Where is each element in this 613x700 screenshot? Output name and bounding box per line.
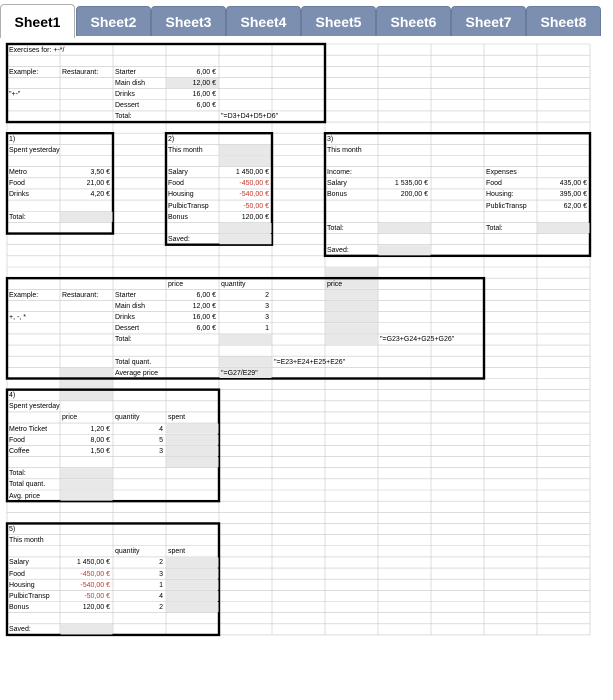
tab-sheet6[interactable]: Sheet6 bbox=[376, 6, 451, 36]
cell-exercise-subtitle[interactable]: This month bbox=[9, 537, 44, 545]
cell-item-price[interactable]: 6,00 € bbox=[196, 102, 216, 110]
cell-budget-value[interactable]: 1 450,00 € bbox=[235, 169, 269, 177]
cell-item-price[interactable]: 6,00 € bbox=[196, 291, 216, 299]
cell-budget-label[interactable]: Housing bbox=[9, 581, 35, 589]
cell-expense-label[interactable]: Food bbox=[9, 436, 25, 444]
cell-column-header[interactable]: price bbox=[327, 280, 343, 288]
cell-budget-value[interactable]: 120,00 € bbox=[241, 213, 269, 221]
tab-sheet1[interactable]: Sheet1 bbox=[0, 4, 75, 38]
cell-item-name[interactable]: Total: bbox=[115, 113, 132, 121]
cell-expense-value[interactable]: 3,50 € bbox=[90, 169, 110, 177]
cell-budget-value[interactable]: -450,00 € bbox=[239, 180, 269, 188]
cell-formula[interactable]: "=D3+D4+D5+D6" bbox=[221, 113, 279, 121]
cell-formula[interactable]: "=G27/E29" bbox=[221, 369, 258, 377]
cell-income-label[interactable]: Income: bbox=[327, 169, 352, 177]
cell-budget-value[interactable]: -50,00 € bbox=[243, 202, 269, 210]
cell-saved-label[interactable]: Saved: bbox=[327, 247, 349, 255]
cell-expense-value[interactable]: 435,00 € bbox=[559, 180, 587, 188]
cell-budget-label[interactable]: Bonus bbox=[9, 604, 29, 611]
cell-item-price[interactable]: 16,00 € bbox=[192, 314, 216, 322]
cell-expense-label[interactable]: Food bbox=[9, 180, 25, 188]
cell-expense-label[interactable]: Metro Ticket bbox=[9, 425, 48, 433]
cell-column-header[interactable]: spent bbox=[168, 414, 186, 422]
cell-item-quantity[interactable]: 3 bbox=[265, 302, 269, 310]
cell-budget-label[interactable]: PulbicTransp bbox=[168, 202, 209, 210]
cell-operators[interactable]: "+-" bbox=[9, 91, 21, 99]
cell-item-name[interactable]: Dessert bbox=[115, 325, 140, 333]
cell-item-name[interactable]: Main dish bbox=[115, 79, 145, 87]
cell-item-quantity[interactable]: 3 bbox=[265, 314, 269, 322]
cell-exercise-subtitle[interactable]: Spent yesterday bbox=[9, 146, 60, 154]
cell-item-quantity[interactable]: 2 bbox=[265, 291, 269, 299]
cell-expense-price[interactable]: 8,00 € bbox=[90, 436, 110, 444]
cell-income-value[interactable]: 1 535,00 € bbox=[394, 180, 428, 188]
cell-item-price[interactable]: 12,00 € bbox=[192, 79, 216, 87]
cell-income-label[interactable]: Bonus bbox=[327, 191, 347, 199]
tab-sheet8[interactable]: Sheet8 bbox=[526, 6, 601, 36]
cell-saved-label[interactable]: Saved: bbox=[9, 626, 31, 634]
cell-example-label[interactable]: Example: bbox=[9, 68, 39, 76]
tab-sheet3[interactable]: Sheet3 bbox=[151, 6, 226, 36]
cell-item-name[interactable]: Main dish bbox=[115, 302, 145, 310]
cell-budget-label[interactable]: Salary bbox=[9, 559, 29, 567]
cell-budget-value[interactable]: -50,00 € bbox=[84, 592, 110, 600]
cell-expense-label[interactable]: PublicTransp bbox=[486, 202, 527, 210]
cell-budget-label[interactable]: Housing bbox=[168, 191, 194, 199]
cell-budget-value[interactable]: -450,00 € bbox=[80, 570, 110, 578]
cell-expense-label[interactable]: Food bbox=[486, 180, 502, 188]
tab-sheet2[interactable]: Sheet2 bbox=[76, 6, 151, 36]
cell-item-name[interactable]: Total: bbox=[115, 336, 132, 344]
cell-budget-label[interactable]: Food bbox=[168, 180, 184, 188]
cell-average-price-label[interactable]: Avg. price bbox=[9, 492, 40, 500]
cell-budget-value[interactable]: -540,00 € bbox=[239, 191, 269, 199]
cell-expense-price[interactable]: 1,50 € bbox=[90, 447, 110, 455]
cell-item-price[interactable]: 16,00 € bbox=[192, 91, 216, 99]
cell-exercise-subtitle[interactable]: This month bbox=[327, 146, 362, 154]
cell-expense-value[interactable]: 62,00 € bbox=[563, 202, 587, 210]
cell-budget-quantity[interactable]: 1 bbox=[159, 581, 163, 589]
cell-expense-value[interactable]: 4,20 € bbox=[90, 191, 110, 199]
cell-expense-label[interactable]: Coffee bbox=[9, 447, 30, 455]
cell-budget-quantity[interactable]: 2 bbox=[159, 604, 163, 611]
cell-expense-label[interactable]: Metro bbox=[9, 169, 27, 177]
cell-total-label[interactable]: Total: bbox=[9, 470, 26, 478]
cell-column-header[interactable]: quantity bbox=[115, 548, 140, 556]
cell-item-name[interactable]: Dessert bbox=[115, 102, 140, 110]
cell-expense-quantity[interactable]: 4 bbox=[159, 425, 163, 433]
cell-exercises-title[interactable]: Exercises for: +-*/ bbox=[9, 46, 65, 54]
cell-expense-value[interactable]: 21,00 € bbox=[86, 180, 110, 188]
cell-expense-label[interactable]: Housing: bbox=[486, 191, 514, 199]
cell-exercise-number[interactable]: 2) bbox=[168, 135, 175, 143]
cell-column-header[interactable]: quantity bbox=[115, 414, 140, 422]
cell-income-value[interactable]: 200,00 € bbox=[400, 191, 428, 199]
cell-formula[interactable]: "=G23+G24+G25+G26" bbox=[380, 336, 455, 344]
cell-expense-quantity[interactable]: 3 bbox=[159, 447, 163, 455]
tab-sheet7[interactable]: Sheet7 bbox=[451, 6, 526, 36]
cell-total-quant-label[interactable]: Total quant. bbox=[115, 358, 152, 366]
tab-sheet4[interactable]: Sheet4 bbox=[226, 6, 301, 36]
cell-column-header[interactable]: price bbox=[62, 414, 78, 422]
cell-budget-value[interactable]: 1 450,00 € bbox=[76, 559, 110, 567]
cell-total-label[interactable]: Total: bbox=[327, 224, 344, 232]
cell-expense-quantity[interactable]: 5 bbox=[159, 436, 163, 444]
cell-item-name[interactable]: Starter bbox=[115, 68, 137, 76]
cell-saved-label[interactable]: Saved: bbox=[168, 236, 190, 244]
cell-budget-label[interactable]: Food bbox=[9, 570, 25, 578]
tab-sheet5[interactable]: Sheet5 bbox=[301, 6, 376, 36]
cell-budget-quantity[interactable]: 3 bbox=[159, 570, 163, 578]
cell-column-header[interactable]: spent bbox=[168, 548, 186, 556]
cell-expense-label[interactable]: Drinks bbox=[9, 191, 29, 199]
cell-restaurant-label[interactable]: Restaurant: bbox=[62, 291, 99, 299]
cell-item-name[interactable]: Starter bbox=[115, 291, 137, 299]
cell-budget-label[interactable]: Salary bbox=[168, 169, 188, 177]
cell-exercise-subtitle[interactable]: Spent yesterday bbox=[9, 403, 60, 411]
cell-example-label[interactable]: Example: bbox=[9, 291, 39, 299]
cell-budget-value[interactable]: -540,00 € bbox=[80, 581, 110, 589]
cell-total-label[interactable]: Total: bbox=[486, 224, 503, 232]
cell-exercise-number[interactable]: 3) bbox=[327, 135, 334, 143]
cell-average-price-label[interactable]: Average price bbox=[115, 369, 159, 377]
cell-exercise-number[interactable]: 1) bbox=[9, 135, 16, 143]
cell-operators[interactable]: +, -, * bbox=[9, 314, 26, 322]
cell-total-label[interactable]: Total: bbox=[9, 213, 26, 221]
cell-column-header[interactable]: quantity bbox=[221, 280, 246, 288]
cell-expense-label[interactable]: Expenses bbox=[486, 169, 517, 177]
cell-exercise-number[interactable]: 4) bbox=[9, 392, 16, 400]
cell-formula[interactable]: "=E23+E24+E25+E26" bbox=[274, 358, 346, 366]
cell-income-label[interactable]: Salary bbox=[327, 180, 347, 188]
cell-restaurant-label[interactable]: Restaurant: bbox=[62, 68, 99, 76]
cell-item-name[interactable]: Drinks bbox=[115, 314, 135, 322]
cell-item-price[interactable]: 6,00 € bbox=[196, 68, 216, 76]
cell-budget-value[interactable]: 120,00 € bbox=[82, 604, 110, 611]
cell-budget-label[interactable]: Bonus bbox=[168, 213, 188, 221]
cell-exercise-subtitle[interactable]: This month bbox=[168, 146, 203, 154]
cell-budget-quantity[interactable]: 2 bbox=[159, 559, 163, 567]
cell-total-quant-label[interactable]: Total quant. bbox=[9, 481, 46, 489]
cell-budget-label[interactable]: PulbicTransp bbox=[9, 592, 50, 600]
cell-expense-value[interactable]: 395,00 € bbox=[559, 191, 587, 199]
cell-expense-price[interactable]: 1,20 € bbox=[90, 425, 110, 433]
cell-budget-quantity[interactable]: 4 bbox=[159, 592, 163, 600]
cell-item-price[interactable]: 6,00 € bbox=[196, 325, 216, 333]
cell-column-header[interactable]: price bbox=[168, 280, 184, 288]
cell-item-name[interactable]: Drinks bbox=[115, 91, 135, 99]
cell-item-price[interactable]: 12,00 € bbox=[192, 302, 216, 310]
cell-item-quantity[interactable]: 1 bbox=[265, 325, 269, 333]
cell-exercise-number[interactable]: 5) bbox=[9, 525, 16, 533]
